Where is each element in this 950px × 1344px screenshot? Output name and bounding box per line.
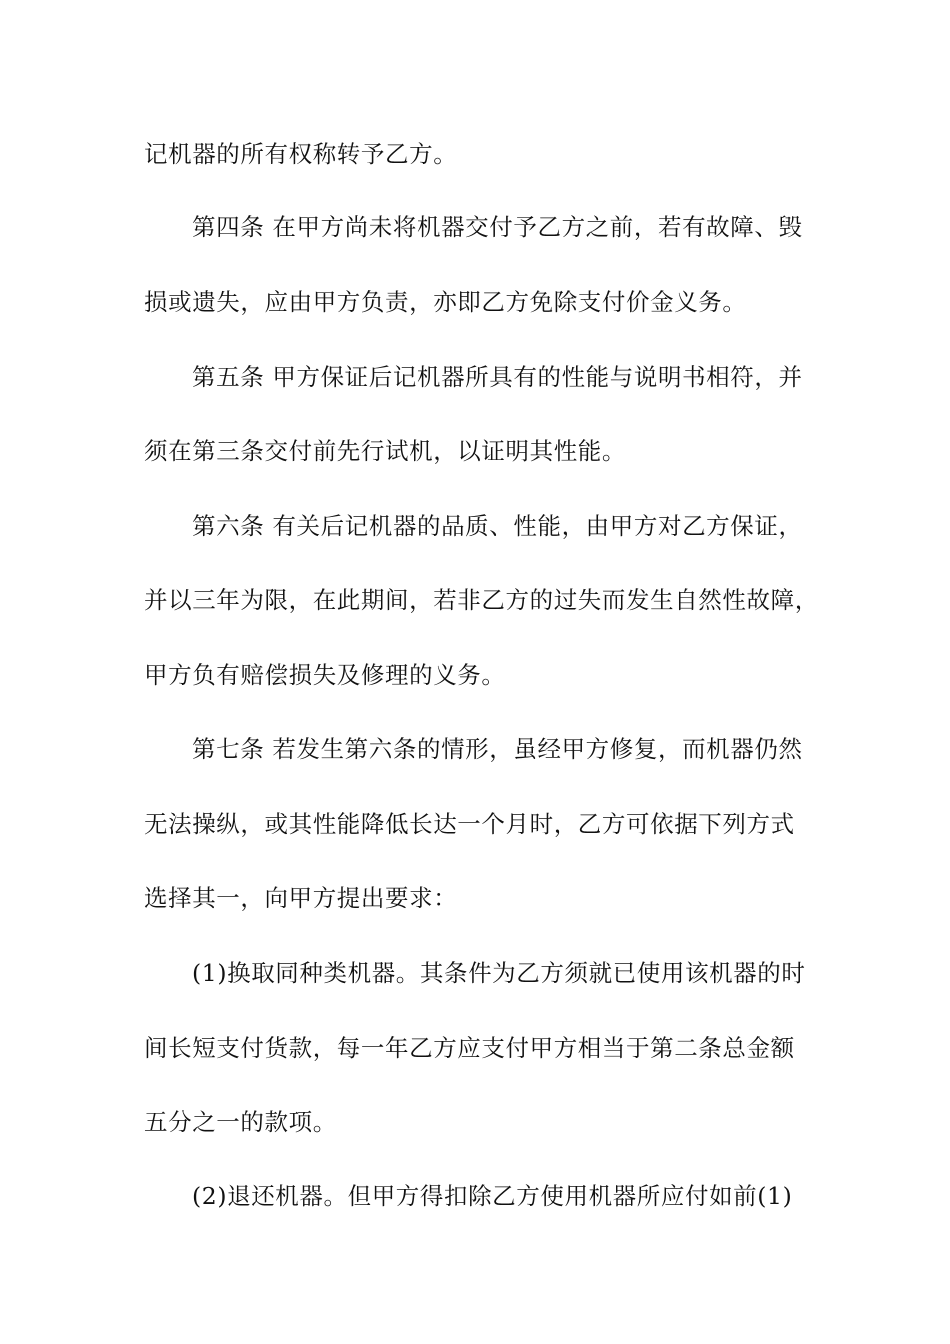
text-line: 第七条 若发生第六条的情形，虽经甲方修复，而机器仍然 [192, 735, 803, 763]
text-line: 第六条 有关后记机器的品质、性能，由甲方对乙方保证， [192, 512, 803, 540]
text-line: 无法操纵，或其性能降低长达一个月时，乙方可依据下列方式 [144, 810, 795, 838]
text-line: (2)退还机器。但甲方得扣除乙方使用机器所应付如前(1) [192, 1182, 793, 1210]
text-line: 记机器的所有权称转予乙方。 [144, 140, 458, 168]
text-line: 须在第三条交付前先行试机，以证明其性能。 [144, 437, 626, 465]
text-line: 甲方负有赔偿损失及修理的义务。 [144, 661, 506, 689]
text-line: 并以三年为限，在此期间，若非乙方的过失而发生自然性故障， [144, 586, 819, 614]
text-line: 第五条 甲方保证后记机器所具有的性能与说明书相符，并 [192, 363, 803, 391]
text-line: 选择其一，向甲方提出要求： [144, 884, 458, 912]
text-line: 五分之一的款项。 [144, 1108, 337, 1136]
text-line: (1)换取同种类机器。其条件为乙方须就已使用该机器的时 [192, 959, 806, 987]
text-line: 第四条 在甲方尚未将机器交付予乙方之前，若有故障、毁 [192, 213, 803, 241]
text-line: 间长短支付货款，每一年乙方应支付甲方相当于第二条总金额 [144, 1034, 795, 1062]
text-line: 损或遗失，应由甲方负责，亦即乙方免除支付价金义务。 [144, 288, 747, 316]
